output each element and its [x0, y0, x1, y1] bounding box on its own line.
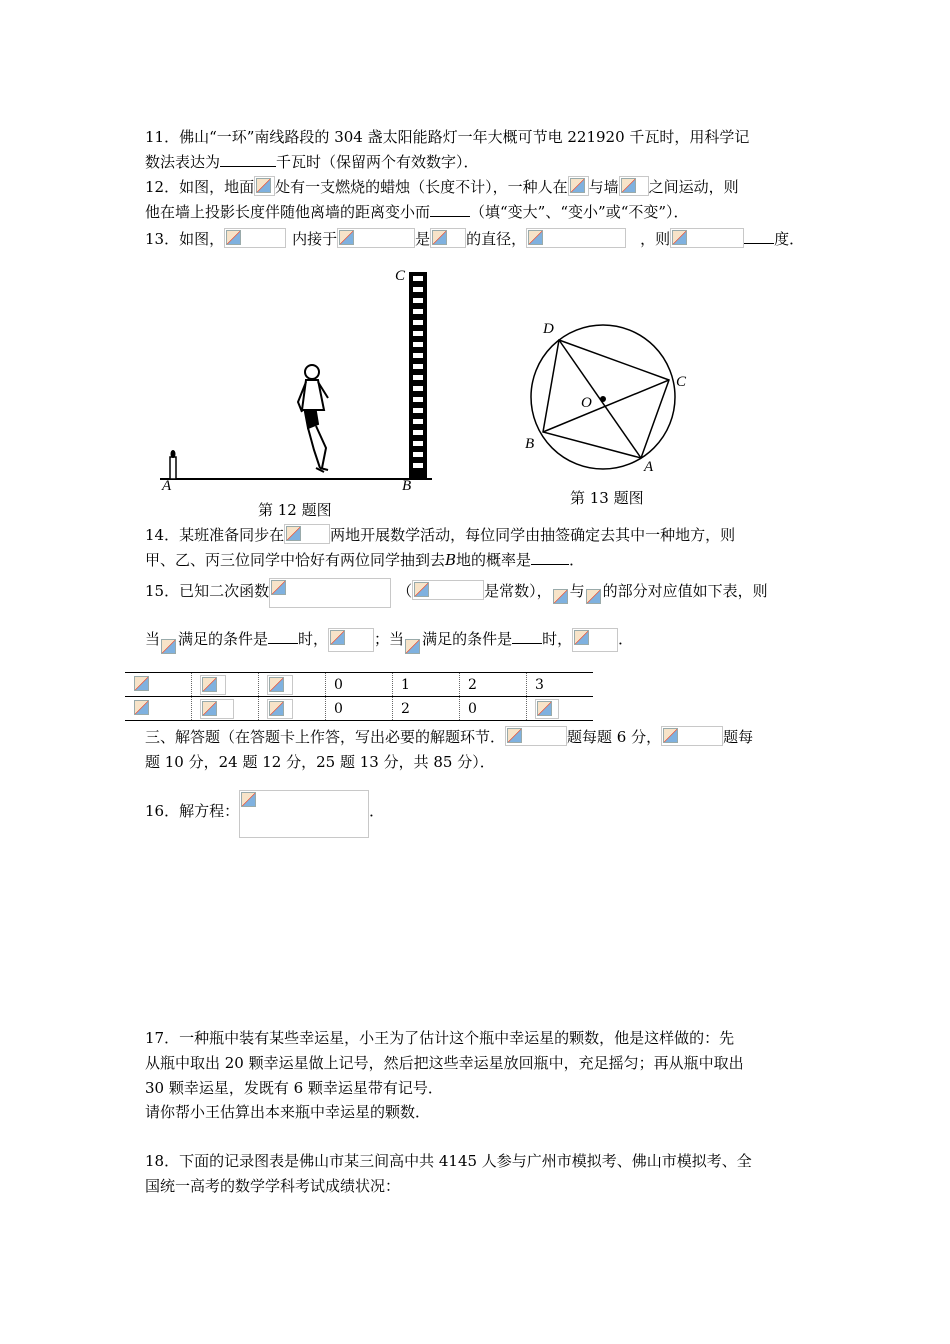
formula-image-icon — [670, 228, 744, 248]
table-cell: 2 — [393, 697, 460, 721]
formula-image-icon — [267, 699, 293, 719]
formula-image-icon — [337, 228, 415, 248]
table-cell — [527, 697, 594, 721]
answer-blank — [430, 202, 470, 217]
formula-image-icon — [133, 699, 151, 719]
formula-image-icon — [267, 675, 293, 695]
label-a: A — [162, 478, 172, 492]
q17-line2: 从瓶中取出 20 颗幸运星做上记号，然后把这些幸运星放回瓶中，充足摇匀；再从瓶中取出 — [145, 1054, 744, 1072]
label-b: B — [525, 436, 535, 452]
formula-image-icon — [430, 228, 466, 248]
answer-blank — [531, 550, 569, 565]
section3-line2: 题 10 分，24 题 12 分，25 题 13 分，共 85 分）． — [145, 753, 495, 771]
q15-line1: 15．已知二次函数 （ 是常数）， 与 的部分对应值如下表，则 — [145, 578, 768, 608]
formula-image-icon — [619, 176, 649, 196]
table-cell — [192, 697, 259, 721]
formula-image-icon — [328, 628, 374, 652]
walking-person-icon — [298, 365, 328, 472]
label-c: C — [395, 268, 406, 284]
chord-bc — [543, 380, 669, 432]
formula-image-icon — [224, 228, 286, 248]
table-cell: 3 — [527, 673, 594, 697]
formula-image-icon — [269, 578, 391, 608]
table-cell: 0 — [326, 697, 393, 721]
wall — [409, 272, 427, 479]
formula-image-icon — [572, 628, 618, 652]
answer-blank — [744, 229, 774, 244]
formula-image-icon — [160, 638, 178, 658]
candle-icon — [170, 450, 176, 479]
table-row — [125, 673, 593, 697]
table-cell: 0 — [460, 697, 527, 721]
label-o: O — [581, 395, 592, 411]
formula-image-icon — [412, 580, 484, 600]
label-b: B — [402, 478, 412, 492]
q11-line1: 11．佛山“一环”南线路段的 304 盏太阳能路灯一年大概可节电 221920 千瓦时，用科学记 — [145, 128, 750, 146]
formula-image-icon — [661, 726, 723, 746]
formula-image-icon — [585, 588, 603, 608]
table-cell: 1 — [393, 673, 460, 697]
table-row — [125, 697, 593, 721]
formula-image-icon — [552, 588, 570, 608]
figure-13-circle-diagram — [515, 315, 705, 490]
table-cell — [192, 673, 259, 697]
table-cell — [125, 697, 192, 721]
q18-line2: 国统一高考的数学学科考试成绩状况： — [145, 1177, 401, 1195]
answer-blank — [512, 629, 542, 644]
q16-line: 16．解方程： ． — [145, 790, 384, 838]
formula-image-icon — [284, 524, 330, 544]
table-cell — [125, 673, 192, 697]
formula-image-icon — [568, 176, 589, 196]
formula-image-icon — [254, 176, 275, 196]
q13-line1: 13．如图， 内接于 是 的直径， ，则 度． — [145, 230, 805, 248]
formula-image-icon — [505, 726, 567, 746]
q17-line3: 30 颗幸运星，发既有 6 颗幸运星带有记号． — [145, 1079, 443, 1097]
q18-line1: 18．下面的记录图表是佛山市某三间高中共 4145 人参与广州市模拟考、佛山市模拟考、全 — [145, 1152, 752, 1170]
label-a: A — [644, 459, 654, 475]
figure-13-caption: 第 13 题图 — [570, 489, 644, 507]
formula-image-icon — [200, 675, 226, 695]
answer-blank — [268, 629, 298, 644]
figure-12-candle-person-wall — [150, 262, 440, 492]
formula-image-icon — [239, 790, 369, 838]
label-d: D — [543, 321, 554, 337]
table-cell — [259, 673, 326, 697]
q14-line1: 14．某班准备同步在 两地开展数学活动，每位同学由抽签确定去其中一种地方，则 — [145, 526, 736, 544]
q17-line1: 17．一种瓶中装有某些幸运星，小王为了估计这个瓶中幸运星的颗数，他是这样做的：先 — [145, 1029, 735, 1047]
section3-line1: 三、解答题（在答题卡上作答，写出必要的解题环节． 题每题 6 分， 题每 — [145, 728, 754, 746]
q15-line2: 当 满足的条件是 时， ；当 满足的条件是 时， ． — [145, 628, 633, 658]
table-cell — [259, 697, 326, 721]
formula-image-icon — [200, 699, 234, 719]
table-cell: 2 — [460, 673, 527, 697]
table-cell: 0 — [326, 673, 393, 697]
center-point — [600, 396, 606, 402]
q11-line2: 数法表达为 千瓦时（保留两个有效数字）． — [145, 153, 479, 171]
formula-image-icon — [535, 699, 559, 719]
q17-line4: 请你帮小王估算出本来瓶中幸运星的颗数． — [145, 1103, 431, 1121]
label-c: C — [676, 374, 687, 390]
q12-line1: 12．如图，地面 处有一支燃烧的蜡烛（长度不计），一种人在 与墙 之间运动，则 — [145, 178, 739, 196]
q12-line2: 他在墙上投影长度伴随他离墙的距离变小而 （填“变大”、“变小”或“不变”）． — [145, 203, 689, 221]
q14-line2: 甲、乙、丙三位同学中恰好有两位同学抽到去B地的概率是 ． — [145, 551, 585, 569]
formula-image-icon — [404, 638, 422, 658]
formula-image-icon — [133, 675, 151, 695]
answer-blank — [220, 152, 276, 167]
formula-image-icon — [526, 228, 626, 248]
value-table — [125, 672, 593, 721]
figure-12-caption: 第 12 题图 — [258, 501, 332, 519]
